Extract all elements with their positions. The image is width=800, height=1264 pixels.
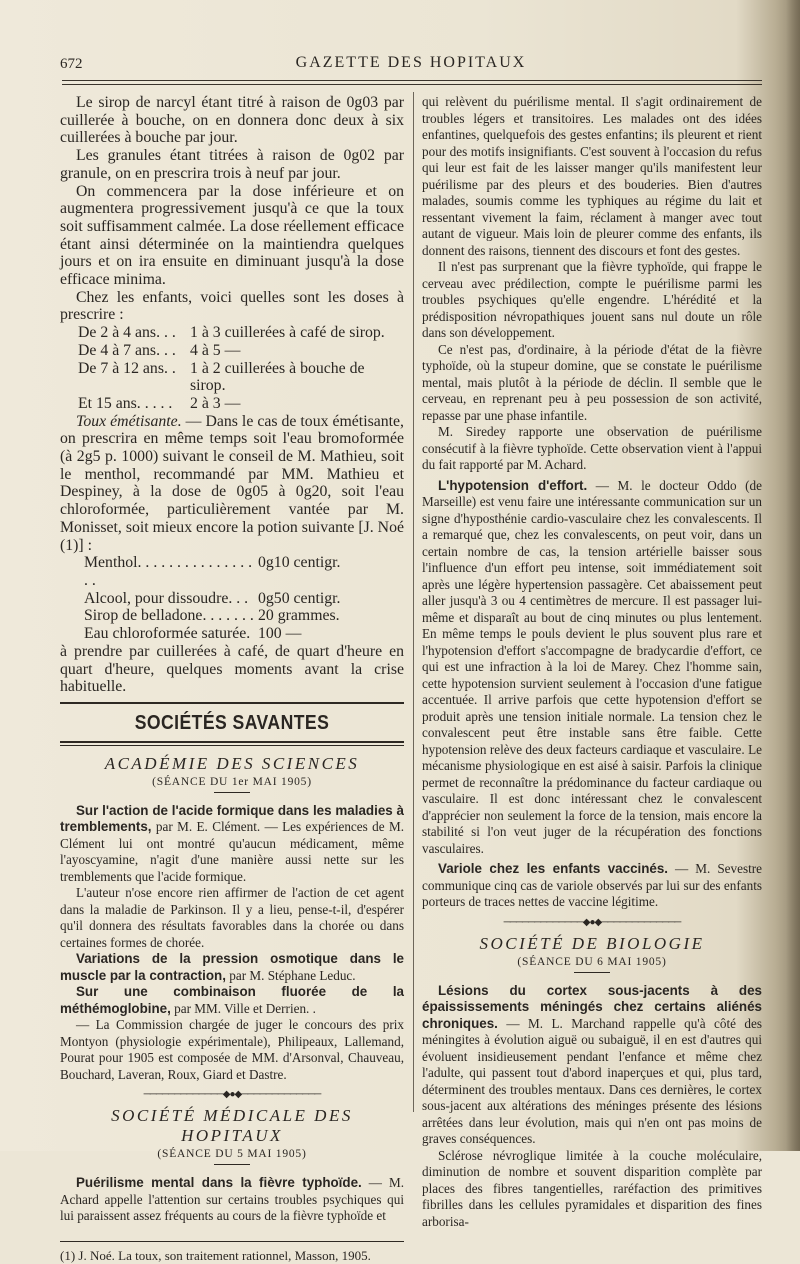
paragraph: Toux émétisante. — Dans le cas de toux émétisante, on prescrira en même temps soit l'eau bromoformée (à 2g5 p. 1000) suivant le conseil de M. Mathieu, soit le menthol, recommandé par MM. Mathieu et Despiney, à la dose de 0g05 à 0g20, soit l'eau chloroformée, particulièrement vantée par M. Monisset, soit mieux encore la potion suivante [J. Noé (1)] : <box>60 412 404 554</box>
paragraph: On commencera par la dose inférieure et on augmentera progressivement jusqu'à ce que la toux soit suffisamment calmée. La dose réellement efficace étant ainsi déterminée on la maintiendra quelques jours et on ira ensuite en diminuant jusqu'à la dose efficace minima. <box>60 182 404 289</box>
seance-date: (SÉANCE DU 5 MAI 1905) <box>157 1148 307 1161</box>
potion-row: Menthol. . . . . . . . . . . . . . . . . 0g10 centigr. <box>84 554 341 589</box>
potion-row: Eau chloroformée saturée. 100 — <box>84 625 302 643</box>
society-title: SOCIÉTÉ DE BIOLOGIE <box>479 933 705 953</box>
short-rule <box>574 972 610 973</box>
footnote: (1) J. Noé. La toux, son traitement rationnel, Masson, 1905. <box>60 1247 371 1263</box>
dose-row: De 2 à 4 ans. . . 1 à 3 cuillerées à café de sirop. <box>78 324 385 342</box>
section-rule-thin <box>60 745 404 746</box>
seance-date: (SÉANCE DU 6 MAI 1905) <box>517 955 667 968</box>
article: Sur une combinaison fluorée de la méthémoglobine, par MM. Ville et Derrien. . <box>60 984 404 1016</box>
article: Variations de la pression osmotique dans le muscle par la contraction, par M. Stéphane Leduc. <box>60 951 404 983</box>
paragraph: L'auteur n'ose encore rien affirmer de l'action de cet agent dans la maladie de Parkinson. Il y a lieu, pense-t-il, d'espérer qu'il donnera des résultats favorables dans la chorée ou dans certaines formes de chorée. <box>60 885 404 950</box>
paragraph: Le sirop de narcyl étant titré à raison de 0g03 par cuillerée à bouche, on en donnera donc deux à six cuillerées à bouche par jour. <box>60 94 404 147</box>
section-title: SOCIÉTÉS SAVANTES <box>134 711 330 734</box>
header-rule <box>62 80 762 81</box>
paragraph: — La Commission chargée de juger le concours des prix Montyon (physiologie expérimentale), Philipeaux, Lallemand, Pourat pour 1905 est composée de MM. d'Arsonval, Chauveau, Bouchard, Laveran, Roux, Giard et Dastre. <box>60 1017 404 1082</box>
short-rule <box>214 792 250 793</box>
ornament-divider: ─────────────◆●◆───────────── <box>503 916 681 928</box>
left-column <box>60 94 404 1264</box>
short-rule <box>214 1164 250 1165</box>
section-rule <box>60 741 404 743</box>
article: Puérilisme mental dans la fièvre typhoïde. — M. Achard appelle l'attention sur certains troubles psychiques qui lui paraissent assez fréquents au cours de la fièvre typhoïde et <box>60 1175 404 1224</box>
paragraph: Il n'est pas surprenant que la fièvre typhoïde, qui frappe le cerveau avec prédilection, compte le puérilisme parmi les troubles psychiques qu'elle engendre. L'hérédité et la prédisposition névropathiques jouent sans nul doute un rôle dans son développement. <box>422 259 762 340</box>
run-in-title: Toux émétisante. <box>76 412 182 430</box>
seance-date: (SÉANCE DU 1er MAI 1905) <box>152 775 312 788</box>
column-separator <box>413 92 414 1112</box>
ornament-divider: ─────────────◆●◆───────────── <box>143 1089 321 1101</box>
article: Sur l'action de l'acide formique dans les maladies à tremblements, par M. E. Clément. — Les expériences de M. Clément lui ont montré qu'aucun médicament, même l'ayoscyamine, n'agit d'une manière aussi nette sur les tremblements que l'acide formique. <box>60 802 404 884</box>
paragraph: M. Siredey rapporte une observation de puérilisme consécutif à la fièvre typhoïde. Cette observation vient à l'appui du fait rapporté par M. Achard. <box>422 424 762 472</box>
page-number: 672 <box>60 56 83 72</box>
society-title: SOCIÉTÉ MÉDICALE DES HOPITAUX <box>111 1106 353 1146</box>
right-column <box>422 94 762 1230</box>
section-rule <box>60 702 404 704</box>
potion-row: Sirop de belladone. . . . . . . 20 grammes. <box>84 607 340 625</box>
article: Lésions du cortex sous-jacents à des épaississements méningés chez certains aliénés chroniques. — M. L. Marchand rappelle qu'à côté des méningites à évolution aiguë ou subaiguë, il en est d'autres qui évoluent insidieusement pendant l'enfance et même chez l'adulte, qui passent tout d'abord inaperçues et qui, plus tard, déterminent des troubles mentaux. Dans ces dernières, le cortex sous-jacent aux altérations des méninges présente des lésions arrêtées dans leur évolution, mais qui n'en ont pas moins de graves conséquences. <box>422 982 762 1146</box>
potion-row: Alcool, pour dissoudre. . . 0g50 centigr. <box>84 589 341 607</box>
paragraph: Ce n'est pas, d'ordinaire, à la période d'état de la fièvre typhoïde, où la stupeur domine, que se constate le puérilisme mental, mais plutôt à la période de déclin. Il semble que le cerveau, en reprenant peu à peu possession de son activité, repasse par une phase infantile. <box>422 341 762 423</box>
header-rule-2 <box>62 84 762 85</box>
paragraph: Les granules étant titrées à raison de 0g02 par granule, on en prescrira trois à neuf par jour. <box>60 147 404 182</box>
society-title: ACADÉMIE DES SCIENCES <box>104 753 360 773</box>
paragraph: à prendre par cuillerées à café, de quart d'heure en quart d'heure, quelques moments avant la crise habituelle. <box>60 642 404 696</box>
paragraph: qui relèvent du puérilisme mental. Il s'agit ordinairement de troubles légers et transitoires. Les malades ont des idées enfantines, quelquefois des gestes enfantins; ils pleurent et rient pour des motifs insignifiants. C'est souvent à l'occasion du refus qui leur est fait de les laisser manger qu'ils manifestent leur puérilisme par des pleurs et des bouderies. Bien d'autres malades, soumis comme les typhiques au régime du lait et ressentant vivement la faim, réclament à manger avec tout autant de vigueur. Mais loin de pleurer comme des enfants, ils donnent des raisons, tiennent des discours et font des gestes. <box>422 94 762 258</box>
article: L'hypotension d'effort. — M. le docteur Oddo (de Marseille) est venu faire une intéressante communication sur un signe d'hyposthénie cardio-vasculaire chez les convalescents. Il a remarqué que, chez les convalescents, on peut voir, dans un certain nombre de cas, la tension artérielle baisser sous l'influence d'un effort peu intense, soit immédiatement soit après une légère hypertension passagère. Cet abaissement peut aller jusqu'à 3 ou 4 centimètres de mercure. Il est passager lui-même et disparaît au bout de cinq minutes ou plus lentement. En même temps le pouls devient le plus souvent plus rare et l'hypotension d'effort s'accompagne de bradycardie d'effort, ce qui est une infraction à la loi de Marey. Chez l'homme sain, cette hypotension survient seulement à l'occasion d'une fatigue accentuée. Il arrive parfois que cette hypotension d'effort se produit après une tension initiale normale. La tension chez le convalescent peut être instable sans être faible. Cette hypotension relève des deux facteurs cardiaque et vasculaire. Le mécanisme physiologique en est aisé à saisir. Parfois la clinique permet de reconnaître la prédominance du facteur cardiaque ou vasculaire. Il est donc intéressant chez le convalescent d'apprécier non seulement la force de la tension, mais encore la stabilité si l'on veut juger de la récupération des fonctions vasculaires. <box>422 477 762 856</box>
paragraph: Sclérose névroglique limitée à la couche moléculaire, diminution de nombre et souvent disparition complète par places des fibres tangentielles, raréfaction des primitives fibrilles dans les cellules pyramidales et disparition des fines arborisa- <box>422 1147 762 1229</box>
running-head: GAZETTE DES HOPITAUX <box>295 54 527 71</box>
paragraph: Chez les enfants, voici quelles sont les doses à prescrire : <box>60 288 404 324</box>
dose-row: De 7 à 12 ans. . 1 à 2 cuillerées à bouche de sirop. <box>78 359 365 395</box>
article: Variole chez les enfants vaccinés. — M. Sevestre communique cinq cas de variole observés par lui sur des enfants porteurs de traces nettes de vaccine légitime. <box>422 861 762 909</box>
dose-row: De 4 à 7 ans. . . 4 à 5 — <box>78 341 241 359</box>
dose-row: Et 15 ans. . . . . 2 à 3 — <box>78 394 241 412</box>
footnote-rule <box>60 1241 404 1242</box>
page-edge-shadow <box>786 0 800 1151</box>
page-header <box>60 54 762 78</box>
